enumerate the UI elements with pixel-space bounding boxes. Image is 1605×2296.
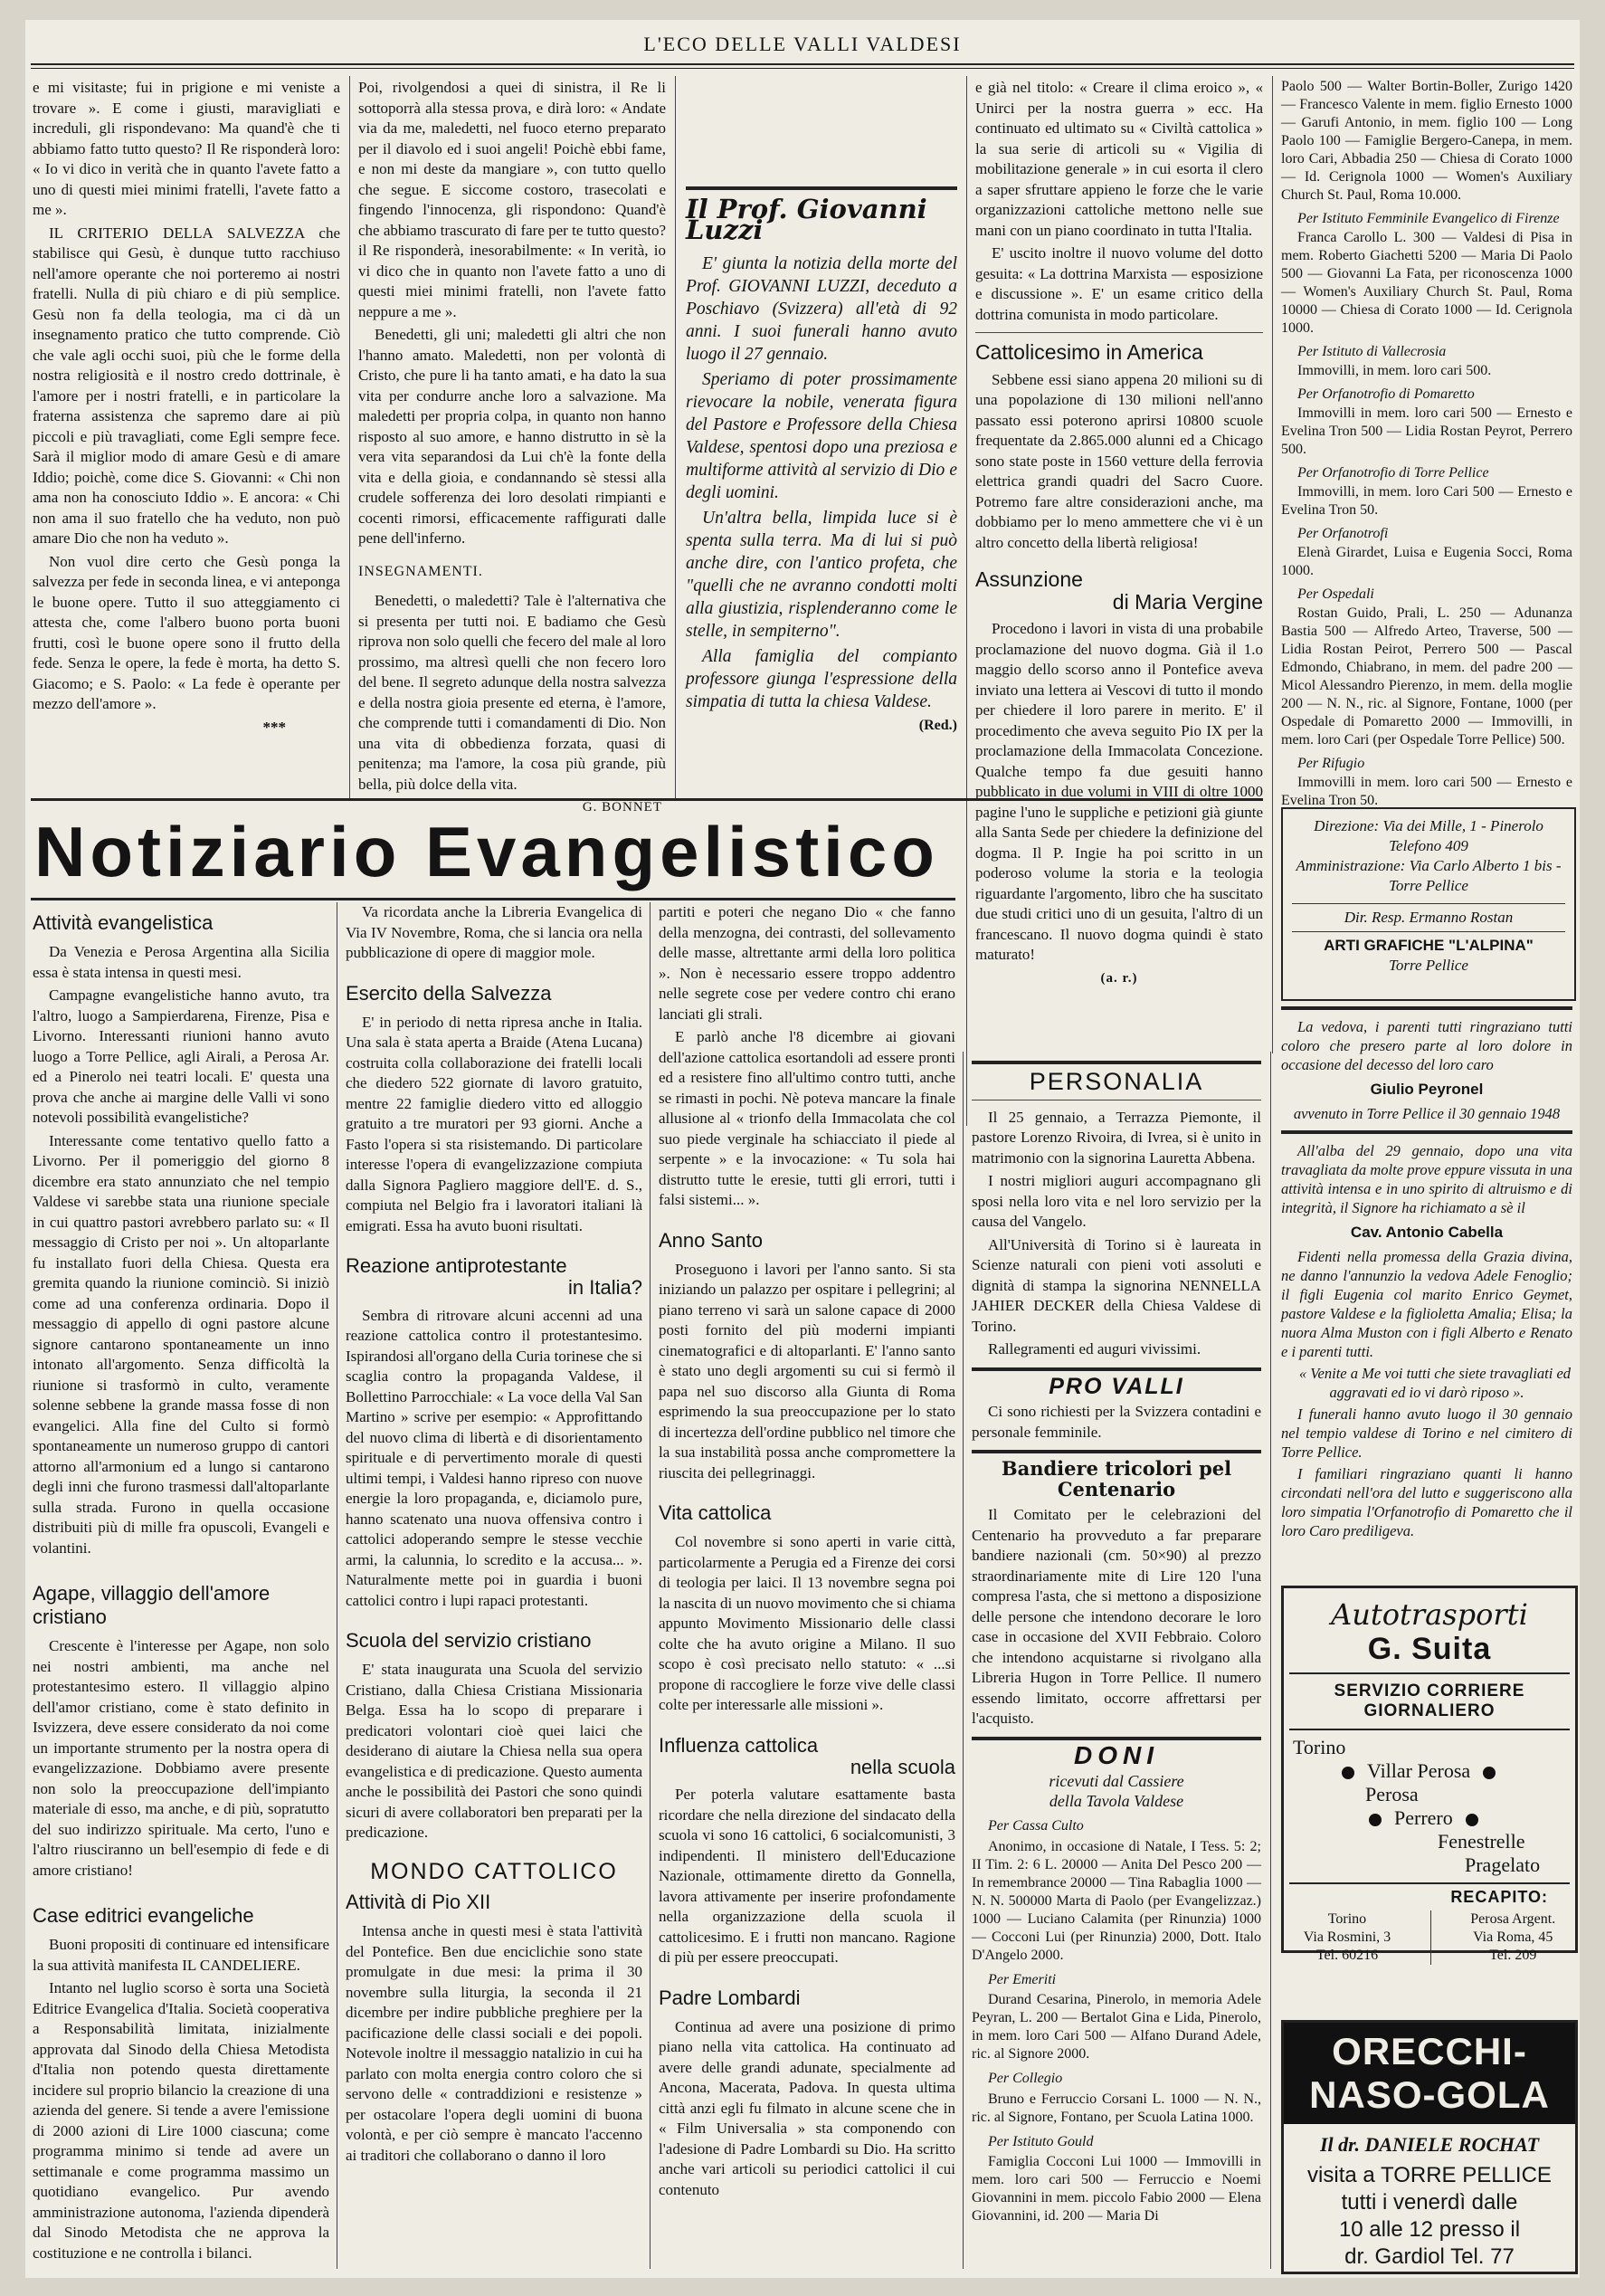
paragraph: e mi visitaste; fui in prigione e mi veniste a trovare ». E come i giusti, maravigliati e increduli, gli rispondevano: Ma quand'è che ti abbiamo fatto tutto questo? Il Re risponderà loro: « Io vi dico in verità che in quanto l'avete fatto a uno di questi miei minimi fratelli, l'avete fatto a me ». <box>33 79 340 218</box>
imprint-direzione: Direzione: Via dei Mille, 1 - Pinerolo <box>1314 817 1543 834</box>
imprint-director: Dir. Resp. Ermanno Rostan <box>1344 909 1514 926</box>
obituary-name-1: Giulio Peyronel <box>1370 1081 1484 1098</box>
donation-heading: Per Orfanotrofi <box>1297 526 1389 541</box>
column-divider <box>966 76 967 1126</box>
masthead: L'ECO DELLE VALLI VALDESI <box>643 33 962 55</box>
paragraph: Intanto nel luglio scorso è sorta una Società Editrice Evangelica d'Italia. Società cooperativa a Responsabilità limitata, inizialmente approvata dal Sinodo della Chiesa Metodista d'Italia non potendo questa direttamente incidere sul proprio bilancio la creazione di una azienda del genere. Si tende a avere l'emissione di 2000 azioni di Lire 1000 ciascuna; come programma minimo si tende ad avere un settimanale e come programma massimo un quotidiano evangelico. Pur avendo amministrazione autonoma, l'azienda dipenderà dal Sinodo Metodista che ne approva la costituzione e ne controlla i bilanci. <box>33 1979 329 2262</box>
top-column-2 <box>358 78 666 815</box>
paragraph: Anonimo, in occasione di Natale, I Tess. 5: 2; II Tim. 2: 6 L. 20000 — Anita Del Pesco 200 — In remembrance 20000 — Tina Rabaglia 1000 — N. N. 500000 Marta di Paolo (per Evangelizzaz.) 1000 — Luciano Calamita (per Rinunzia) 1000 — Cocconi Lui (per Rinunzia) 2000, Dott. Italo D'Angelo 2000. <box>972 1838 1261 1963</box>
ad-suita-cities <box>1284 1736 1575 1877</box>
ad-city: Fenestrelle <box>1438 1830 1525 1853</box>
column-divider <box>963 1052 964 2269</box>
separator-stars: *** <box>262 718 286 736</box>
donation-heading: Per Emeriti <box>988 1971 1057 1987</box>
donation-heading: Per Istituto Femminile Evangelico di Firenze <box>1297 211 1560 226</box>
imprint-printer: ARTI GRAFICHE "L'ALPINA" <box>1324 937 1534 954</box>
signature: (a. r.) <box>1100 970 1138 986</box>
section-rule <box>31 898 955 900</box>
paragraph: Sebbene essi siano appena 20 milioni su di una popolazione di 130 milioni nell'anno passato essi poterono aprirsi 10800 scuole frequentate da 2.865.000 alunni ed a Chicago sono state poste in 1560 vetture della ferrovia elettrica grandi quadri del Sacro Cuore. Potremo fare altre considerazioni anche, ma dobbiamo per lo meno ammettere che vi è un altro concetto della libertà religiosa! <box>975 370 1263 551</box>
paragraph: Continua ad avere una posizione di primo piano nella vita cattolica. Ha continuato ad avere delle grandi adunate, specialmente ad Ancona, Macerata, Padova. In questa ultima città anzi egli fu filmato in alcune scene che in « Film Universalia » sta componendo con l'adesione di Padre Lombardi su Dio. Ha scritto anche vari articoli su periodici cattolici il cui contenuto <box>659 2017 955 2198</box>
addr-line: Tel. 60216 <box>1315 1948 1379 1963</box>
paragraph: Da Venezia e Perosa Argentina alla Sicilia essa è stata intensa in questi mesi. <box>33 943 329 981</box>
donation-heading: Per Collegio <box>988 2071 1063 2086</box>
paragraph: Per poterla valutare esattamente basta ricordare che nella direzione del sindacato della scuola vi sono 16 cattolici, 6 socialcomunisti, 3 indipendenti. Il ministero dell'Educazione Nazionale, ottimamente diretto da Gonnella, lavora attivamente per inserire profondamente nella organizzazione della scuola il cattolicesimo. E i frutti non mancano. Ragione di più per essere preoccupati. <box>659 1786 955 1966</box>
reazione-title-1: Reazione antiprotestante <box>346 1254 567 1277</box>
paragraph: Rallegramenti ed auguri vivissimi. <box>988 1340 1201 1358</box>
paragraph: I funerali hanno avuto luogo il 30 gennaio nel tempio valdese di Torino e nel cimitero di Torre Pellice. <box>1281 1405 1572 1461</box>
rule <box>972 1061 1261 1064</box>
imprint-amministrazione: Amministrazione: Via Carlo Alberto 1 bis - Torre Pellice <box>1296 857 1562 894</box>
rule <box>1281 1130 1572 1134</box>
donation-heading: Per Rifugio <box>1297 756 1365 771</box>
paragraph: Benedetti, o maledetti? Tale è l'alternativa che si presenta per tutti noi. E badiamo che Gesù riprova non solo quelli che fecero del male al loro prossimo, ma altresì quelli che non fecero loro del bene. Il segreto adunque della nostra salvezza e della nostra gioia presente ed eterna, è l'amore, che comprende tutti i comandamenti di Dio. Non una vita di obbedienza forzata, quasi di penitenza; ma l'amore, la cosa più grande, più bella, più dolce della vita. <box>358 592 666 793</box>
donation-heading: Per Orfanotrofio di Torre Pellice <box>1297 465 1489 481</box>
paragraph: E' stata inaugurata una Scuola del servizio Cristiano, dalla Chiesa Cristiana Missionaria Belga. Essa ha lo scopo di preparare i predicatori volontari cioè quei laici che desiderano di aiutare la Chiesa nella sua opera evangelistica e di predicazione. Questo aumenta anche le possibilità dei Pastori che sono quindi sicuri di avere collaboratori ben preparati per la predicazione. <box>346 1661 642 1841</box>
column-divider <box>1272 76 1273 1053</box>
ad-rochat-title: ORECCHI-NASO-GOLA <box>1284 2023 1575 2124</box>
addr-line: Via Roma, 45 <box>1473 1929 1553 1945</box>
paragraph: Il 25 gennaio, a Terrazza Piemonte, il pastore Lorenzo Rivoira, di Ivrea, si è unito in matrimonio con la signorina Lauretta Abbena. <box>972 1108 1261 1167</box>
donation-heading: Per Istituto di Vallecrosia <box>1297 344 1447 359</box>
vita-cattolica-title: Vita cattolica <box>659 1501 772 1524</box>
agape-title: Agape, villaggio dell'amore cristiano <box>33 1582 271 1628</box>
paragraph: Il Comitato per le celebrazioni del Centenario ha provveduto a far preparare bandiere nazionali (cm. 50×90) al prezzo straordinariamente mite di Lire 120 l'una compresa l'asta, che si mettono a disposizione delle persone che intendono decorare le loro case in occasione del XVII Febbraio. Coloro che intendono acquistarne si rivolgano alla Libreria Hugon in Torre Pellice. Il numero essendo limitato, occorre affrettarsi per l'acquisto. <box>972 1506 1261 1727</box>
scuola-title: Scuola del servizio cristiano <box>346 1629 592 1652</box>
influenza-title-2: nella scuola <box>850 1755 955 1778</box>
paragraph: Intensa anche in questi mesi è stata l'attività del Pontefice. Ben due enciclichie sono state promulgate in due mesi: la prima il 30 novembre sulla liturgia, la seconda il 21 dicembre per indire pubbliche preghiere per la pacificazione delle classi sociali e dei popoli. Notevole inoltre il messaggio natalizio in cui ha parlato con molta energia contro coloro che si servono delle « contraddizioni e resistenze » per ostacolare l'opera degli uomini di buona volontà, e per ciò sempre è mancato l'accenno ai traditori che collaborano o danno il loro <box>346 1922 642 2164</box>
donation-heading: Per Istituto Gould <box>988 2133 1094 2149</box>
rule <box>1281 1006 1572 1010</box>
ad-suita-addr1 <box>1304 1910 1391 1965</box>
paragraph: Non vuol dire certo che Gesù ponga la salvezza per fede in seconda linea, e vi anteponga le buone opere. Tutto il suo atteggiamento ci attesta che, come l'albero buono porta buoni frutti, così le buone opere sono il frutto della fede. Senza le opere, la fede è morta, ha detto S. Giacomo; e S. Paolo: « La fede è operante per mezzo dell'amore ». <box>33 552 340 712</box>
signature: G. BONNET <box>582 800 662 815</box>
lombardi-title: Padre Lombardi <box>659 1986 801 2009</box>
rule <box>972 1450 1261 1453</box>
top-column-1 <box>33 78 340 775</box>
bottom-column-4 <box>972 1061 1261 2269</box>
rule <box>686 186 957 190</box>
addr-line: Tel. 209 <box>1489 1948 1537 1963</box>
paragraph: Famiglia Cocconi Lui 1000 — Immovilli in mem. loro cari 500 — Ferruccio e Noemi Giovannini in mem. piccolo Fabio 2000 — Elena Giovannini, id. 200 — Maria Di <box>972 2154 1261 2224</box>
paragraph: All'Università di Torino si è laureata in Scienze naturali con pieni voti assoluti e dignità di stampa la signorina NENNELLA JAHIER DECKER della Chiesa Valdese di Torino. <box>972 1235 1261 1335</box>
influenza-title-1: Influenza cattolica <box>659 1733 819 1757</box>
imprint-telefono: Telefono 409 <box>1389 837 1468 854</box>
ad-suita <box>1281 1586 1578 1963</box>
ad-rochat-doctor: Il dr. DANIELE ROCHAT <box>1319 2133 1540 2156</box>
masthead-rule-thin <box>31 68 1574 69</box>
obituary-date: avvenuto in Torre Pellice il 30 gennaio 1948 <box>1293 1105 1561 1122</box>
newspaper-page <box>25 20 1580 2278</box>
section-title: Notiziario Evangelistico <box>34 812 939 891</box>
paragraph: Poi, rivolgendosi a quei di sinistra, il Re li sottoporrà alla stessa prova, e dirà loro: « Andate via da me, maledetti, nel fuoco eterno preparato per il diavolo ed i suoi angeli! Poichè ebbi fame, e non mi deste da mangiare », con tutto quello che segue. E siccome costoro, trasecolati e fingendo l'innocenza, gli rispondono: Quand'è che abbiamo trascurato di fare per te tutto questo? il Re risponderà, inesorabilmente: « In verità, io vi dico che in quanto non l'avete fatto a uno di questi miei minimi fratelli, non l'avete fatto neppure a me ». <box>358 79 666 320</box>
ad-suita-top: Autotrasporti <box>1331 1597 1528 1632</box>
ad-rochat <box>1281 2020 1578 2274</box>
assunzione-title-2: di Maria Vergine <box>1112 589 1263 614</box>
paragraph: I nostri migliori auguri accompagnano gli sposi nella loro vita e nel loro servizio per la causa del Vangelo. <box>972 1172 1261 1230</box>
luzzi-notice <box>686 186 957 802</box>
obituary-name-2: Cav. Antonio Cabella <box>1350 1224 1504 1241</box>
rule <box>972 1737 1261 1740</box>
ad-rochat-body <box>1284 2162 1575 2271</box>
ad-city: Torino <box>1293 1736 1346 1758</box>
paragraph: Fidenti nella promessa della Grazia divina, ne danno l'annunzio la vedova Adele Fenoglio; il figli Eugenia col marito Enrico Geymet, pastore Valdese e la figlioletta Amalia; Elisa; la nuora Alma Muston con i figli Alberto e Renato e i parenti tutti. <box>1281 1248 1572 1360</box>
addr-line: Torino <box>1327 1911 1367 1927</box>
paragraph: Va ricordata anche la Libreria Evangelica di Via IV Novembre, Roma, che si lancia ora nella pubblicazione di opere di maggior mole. <box>346 903 642 961</box>
rule <box>975 332 1263 333</box>
paragraph: All'alba del 29 gennaio, dopo una vita travagliata da molte prove eppure vissuta in una attività intensa e in uno spirito di altruismo e di integrità, il Signore ha richiamato a sè il <box>1281 1142 1572 1216</box>
paragraph: Franca Carollo L. 300 — Valdesi di Pisa in mem. Roberto Giachetti 5200 — Maria Di Paolo 500 — Giovanni La Fata, per riconoscenza 1000 — Women's Auxiliary Church St. Paul, Roma 10000 — Chiesa di Corato 1000 — Id. Cerignola 1000. <box>1281 230 1572 336</box>
anno-santo-title: Anno Santo <box>659 1228 763 1252</box>
attivita-title: Attività evangelistica <box>33 911 214 934</box>
paragraph: E parlò anche l'8 dicembre ai giovani dell'azione cattolica esortandoli ad essere pronti ed a resistere fino all'ultimo contro tutti, anche se rimasti in pochi. Nè poteva mancare la finale allusione al « trionfo della Immacolata che col suo piede verginale ha schiacciato il piede al serpente » e la invocazione: « Tu sola hai distrutto tutte le eresie, tutti gli errori, tutti i falsi sistemi... ». <box>659 1028 955 1208</box>
paragraph: Proseguono i lavori per l'anno santo. Si sta iniziando un palazzo per ospitare i pellegrini; al piano terreno vi sarà un salone capace di 2000 posti fornito del più moderni impianti cinematografici e di altoparlanti. E' l'anno santo è stato uno degli argomenti su cui si fermò il papa nel suo discorso alla Giunta di Roma esprimendo la sua preoccupazione per lo stato di incertezza dell'ordine pubblico nel timore che la sua instabilità possa anche compromettere la riuscita dei pellegrinaggi. <box>659 1260 955 1481</box>
paragraph: Sembra di ritrovare alcuni accenni ad una reazione cattolica contro il protestantesimo. Ispirandosi all'organo della Curia torinese che si scaglia contro la propaganda Valdese, il Bollettino Parrocchiale: « La voce della Val San Martino » scrive per esempio: « Approfittando del nuovo clima di libertà e di disorientamento spirituale e di pervertimento morale di questi ultimi tempi, i Valdesi hanno ripreso con nuove energie la loro propaganda, e, diciamolo pure, hanno scatenato una nuova offensiva contro i cattolici adoperando sempre le stesse vecchie armi, la calunnia, lo scredito e la accusa... ». Naturalmente mette poi in guardia i buoni cattolici contro i lupi rapaci protestanti. <box>346 1306 642 1609</box>
bandiere-title: Bandiere tricolori pel Centenario <box>1001 1457 1232 1500</box>
paragraph: I familiari ringraziano quanti li hanno circondati nell'ora del lutto e suggeriscono alla loro simpatia l'Orfanotrofio di Pomaretto che il loro Caro prediligeva. <box>1281 1465 1572 1539</box>
paragraph: Durand Cesarina, Pinerolo, in memoria Adele Peyran, L. 200 — Bertalot Gina e Lida, Pinerolo, in mem. loro Cari 500 — Alfano Durand Adele, ric. al Signore 2000. <box>972 1992 1261 2062</box>
reazione-title-2: in Italia? <box>568 1276 642 1299</box>
rule <box>972 1367 1261 1371</box>
doni-subtitle-1: ricevuti dal Cassiere <box>1049 1772 1184 1790</box>
signature: (Red.) <box>918 718 957 733</box>
paragraph: Procedono i lavori in vista di una probabile proclamazione del nuovo dogma. Già il 1.o maggio dello scorso anno il Pontefice aveva inviato una lettera ai Vescovi di tutto il mondo per chiedere il loro parere in merito. E' il procedimento che aveva seguito Pio IX per la proclamazione della Immacolata Concezione. Qualche tempo fa due gesuiti hanno pubblicato in due volumi in VIII di oltre 1000 pagine l'uno le suppliche e petizioni già giunte alla Santa Sede per chiedere la definizione del dogma. Il P. Ingie ha poi scritto in un poderoso volume la storia e la teologia riguardante l'argomento, libro che ha suscitato due studi critici uno di un gesuita, l'altro di un francescano. Il nuovo dogma quindi è stato maturato! <box>975 620 1263 963</box>
luzzi-body <box>686 252 957 713</box>
paragraph: La vedova, i parenti tutti ringraziano tutti coloro che presero parte al loro dolore in occasione del decesso del loro caro <box>1281 1018 1572 1073</box>
pro-valli-title: PRO VALLI <box>1049 1373 1184 1399</box>
paragraph: Speriamo di poter prossimamente rievocare la nobile, venerata figura del Pastore e Professore della Chiesa Valdese, spentosi dopo una preziosa e multiforme attività al servizio di Dio e degli uomini. <box>686 370 957 502</box>
paragraph: Immovilli, in mem. loro Cari 500 — Ernesto e Evelina Tron 50. <box>1281 484 1572 518</box>
ad-city: Pragelato <box>1465 1853 1541 1876</box>
paragraph: Benedetti, gli uni; maledetti gli altri che non l'hanno amato. Maledetti, non per volontà di Cristo, che pure li ha tanto amati, e ha dato la sua vita per condurre anche loro a salvazione. Ma maledetti per propria colpa, in quanto non hanno risposto al suo amore, e hanno distrutto in sè la vera vita separandosi da Lui ch'è la fonte della vita e della gioia, e condannando sè stessi alla crudele sofferenza dei loro desolati rimpianti e cocenti rimorsi, efficacemente raffigurati dalle pene dell'inferno. <box>358 326 666 547</box>
paragraph: Rostan Guido, Prali, L. 250 — Adunanza Bastia 500 — Alfredo Arteo, Traverse, 500 — Lidia Rostan Peirot, Perrero 500 — Pascal Edmondo, Chiabrano, in mem. del padre 200 — Micol Alessandro Pierenzo, in mem. della moglie 200 — N. N., ric. al Signore, Fontane, 1000 (per Ospedale di Pomaretto 2000 — Immovilli, in mem. loro Cari (per Ospedale Torre Pellice) 500. <box>1281 605 1572 748</box>
addr-line: Via Rosmini, 3 <box>1303 1929 1391 1945</box>
paragraph: partiti e poteri che negano Dio « che fanno della menzogna, dei contrasti, del sollevamento delle masse, altrettante armi della loro politica ». Non è necessario essere troppo addentro nelle segrete cose per vedere contro chi erano lanciati gli strali. <box>659 903 955 1023</box>
column-divider <box>1270 1052 1271 2269</box>
paragraph: Col novembre si sono aperti in varie città, particolarmente a Perugia ed a Firenze dei corsi di teologia per laici. Il 13 novembre segna poi la nascita di un nuovo movimento che si chiama appunto Movimento Missionario delle classi colte che ha avuto origine a Milano. Il suo scopo è così precisato nello statuto: « ...si propone di raccogliere le forze vive delle classi colte per interessarle alle missioni ». <box>659 1533 955 1713</box>
case-title: Case editrici evangeliche <box>33 1904 254 1927</box>
ad-city: Villar Perosa <box>1367 1759 1471 1782</box>
paragraph: E' in periodo di netta ripresa anche in Italia. Una sala è stata aperta a Braide (Atena Lucana) costruita colla collaborazione dei fratelli locali che diedero 522 giornate di lavoro gratuito, mentre 22 famiglie diedero vitto ed alloggio gratuito a tre muratori per 93 giorni. Anche a Fasto l'opera si sta risistemando. Di particolare interesse l'opera di evangelizzazione compiuta dalla Signora Pagliero maggiore dell'E. d. S., compiuta nel Belgio fra i lavoratori italiani là emigrati. Essa ha avuto buoni risultati. <box>346 1013 642 1234</box>
ad-line: dr. Gardiol Tel. 77 <box>1344 2244 1515 2269</box>
obituary-column <box>1281 1006 1572 1577</box>
ad-suita-addr2 <box>1470 1910 1555 1965</box>
paragraph: Elenà Girardet, Luisa e Eugenia Socci, Roma 1000. <box>1281 545 1572 578</box>
ad-line: 10 alle 12 presso il <box>1338 2217 1521 2242</box>
paragraph: Interessante come tentativo quello fatto a Livorno. Per il pomeriggio del giorno 8 dicembre era stato annunziato che nel tempio Valdese vi sarebbe stata una riunione speciale in cui quattro pastori avrebbero parlato su: « Il messaggio di Cristo per noi ». Un altoparlante fu installato fuori della Chiesa. Questa era gremita quando la riunione cominciò. Si iniziò come ad una conferenza ordinaria. Dopo il messaggio di appello di ogni pastore alcune signore cantarono spontaneamente un inno intonato all'argomento. Senza difficoltà la riunione si trasformò in culto, veramente solenne sebbene la grande massa fosse di non evangelici. Alla fine del Culto si formò spontaneamente un numeroso gruppo di cantori attorno all'armonium ed a lungo si cantarono degli inni che furono trasmessi dall'altoparlante sulla strada. Furono in quella occasione distribuiti più di mille fra opuscoli, Evangeli e volantini. <box>33 1131 329 1557</box>
ad-city: Perrero <box>1394 1806 1453 1829</box>
column-divider <box>675 76 676 800</box>
paragraph: Bruno e Ferruccio Corsani L. 1000 — N. N., ric. al Signore, Fontano, per Scuola Latina 1000. <box>972 2091 1261 2125</box>
ad-line: visita a TORRE PELLICE <box>1307 2163 1552 2187</box>
imprint-printer-city: Torre Pellice <box>1389 957 1468 974</box>
ad-suita-name: G. Suita <box>1367 1632 1492 1666</box>
bottom-column-2 <box>346 902 642 2269</box>
paragraph: Alla famiglia del compianto professore giunga l'espressione della simpatia di tutta la chiesa Valdese. <box>686 647 957 711</box>
imprint-contacts <box>1283 809 1574 900</box>
bottom-column-3 <box>659 902 955 2269</box>
cattolicesimo-title: Cattolicesimo in America <box>975 340 1203 364</box>
paragraph: Immovilli in mem. loro cari 500 — Ernesto e Evelina Tron 500 — Lidia Rostan Peyrot, Perrero 500. <box>1281 405 1572 457</box>
doni-title: DONI <box>1074 1740 1159 1769</box>
addr-line: Perosa Argent. <box>1470 1911 1556 1927</box>
paragraph: « Venite a Me voi tutti che siete travagliati ed aggravati ed io vi darò riposo ». <box>1298 1365 1572 1401</box>
doni-subtitle-2: della Tavola Valdese <box>1049 1792 1184 1810</box>
paragraph: Un'altra bella, limpida luce si è spenta sulla terra. Ma di lui si può anche dire, con l'antico profeta, che "quelli che ne avranno condotti molti alla giustizia, risplenderanno come le stelle, in sempiterno". <box>686 509 957 641</box>
ad-suita-service: SERVIZIO CORRIERE GIORNALIERO <box>1334 1682 1525 1720</box>
paragraph: Ci sono richiesti per la Svizzera contadini e personale femminile. <box>972 1403 1261 1441</box>
ad-line: tutti i venerdì dalle <box>1341 2190 1518 2215</box>
donation-heading: Per Cassa Culto <box>988 1818 1084 1834</box>
paragraph: Immovilli in mem. loro cari 500 — Ernesto e Evelina Tron 50. <box>1281 775 1572 808</box>
col3-top <box>686 78 957 168</box>
ad-suita-recapito: RECAPITO: <box>1450 1888 1548 1906</box>
donations-top <box>1281 78 1572 808</box>
paragraph: Crescente è l'interesse per Agape, non solo nei nostri ambienti, ma anche nel protestantesimo estero. Il villaggio alpino dell'amor cristiano, come è stato definito in Isvizzera, deve essere considerato da noi come un importante strumento per la nostra opera di evangelizzazione. Dobbiamo avere presente non solo la preoccupazione dell'impianto materiale di esso, ma anche, e di più, sopratutto del suo indirizzo spirituale. Ma certo, l'uno e l'altro riusciranno un bell'esempio di fede e di amore cristiano! <box>33 1637 329 1879</box>
esercito-title: Esercito della Salvezza <box>346 981 552 1005</box>
luzzi-title: Il Prof. Giovanni Luzzi <box>686 194 927 245</box>
section-rule <box>31 798 1263 801</box>
ad-city: Perosa <box>1365 1783 1419 1805</box>
paragraph: E' uscito inoltre il nuovo volume del dotto gesuita: « La dottrina Marxista — esposizione e discussione ». E' un esame critico della dottrina comunista in modo particolare. <box>975 244 1263 323</box>
column-divider <box>349 76 350 800</box>
paragraph: Immovilli, in mem. loro cari 500. <box>1297 363 1492 378</box>
donation-heading: Per Ospedali <box>1297 586 1374 602</box>
paragraph: Campagne evangelistiche hanno avuto, tra l'altro, luogo a Sampierdarena, Firenze, Pisa e Livorno. Interessanti riunioni hanno avuto luogo a Torre Pellice, agli Airali, a Perosa Ar. ed a Pinerolo nei teatri locali. E' questa una prova che anche ai margine delle Valli vi sono notevoli possibilità evangelistiche? <box>33 986 329 1126</box>
paragraph: IL CRITERIO DELLA SALVEZZA che stabilisce qui Gesù, è dunque tutto racchiuso nell'amore operante che noi porteremo ai nostri fratelli. Nulla di più chiaro e di più semplice. Gesù non fa della teologia, ma ci dà un insegnamento pratico che tutto comprende. Ciò che vale agli occhi suoi, più che le forme della nostra religiosità e il nostro credo dottrinale, è l'amore per i nostri fratelli, e in particolare la fraterna assistenza che sapremo dare ai più piccoli e più travagliati, come Egli sempre fece. Sarà il miglior modo di amare Gesù e di amare Iddio; poichè, come dice S. Giovanni: « Chi non ama non ha conosciuto Iddio ». E ancora: « Chi non ama il suo fratello che ha veduto, non può amare Dio che non ha veduto ». <box>33 224 340 547</box>
pio-title: Attività di Pio XII <box>346 1891 491 1913</box>
mondo-cattolico-title: MONDO CATTOLICO <box>370 1858 618 1884</box>
personalia-title: PERSONALIA <box>1029 1068 1204 1095</box>
assunzione-title-1: Assunzione <box>975 567 1083 591</box>
masthead-rule <box>31 63 1574 65</box>
imprint-box <box>1281 807 1576 1001</box>
paragraph: Buoni propositi di continuare ed intensificare la sua attività manifesta IL CANDELIERE. <box>33 1936 329 1974</box>
column-divider <box>650 902 651 2269</box>
top-column-4 <box>975 78 1263 986</box>
bottom-column-1 <box>33 902 329 2269</box>
paragraph: E' giunta la notizia della morte del Prof. GIOVANNI LUZZI, deceduto a Poschiavo (Svizzera) all'età di 92 anni. I suoi funerali hanno avuto luogo il 27 gennaio. <box>686 254 957 364</box>
paragraph: Paolo 500 — Walter Bortin-Boller, Zurigo 1420 — Francesco Valente in mem. figlio Ernesto 1000 — Garufi Antonio, in mem. figlio 100 — Long Paolo 100 — Famiglie Bergero-Canepa, in mem. loro Cari, Abbadia 250 — Chiesa di Corato 1000 — Id. Cerignola 1000 — Women's Auxiliary Church St. Paul, Roma 10.000. <box>1281 79 1572 203</box>
donation-heading: Per Orfanotrofio di Pomaretto <box>1297 386 1475 402</box>
subheading: INSEGNAMENTI. <box>358 563 483 579</box>
paragraph: e già nel titolo: « Creare il clima eroico », « Unirci per la nostra guerra » ecc. Ha continuato ed ultimato su « Civiltà cattolica » la sua serie di articoli su « Vigilia di mobilitazione generale » in cui esorta il clero a saper sfruttare appieno le forze che le varie organizzazioni cattoliche mettono nelle sue mani con un piano coordinato in tutta l'Italia. <box>975 79 1263 239</box>
